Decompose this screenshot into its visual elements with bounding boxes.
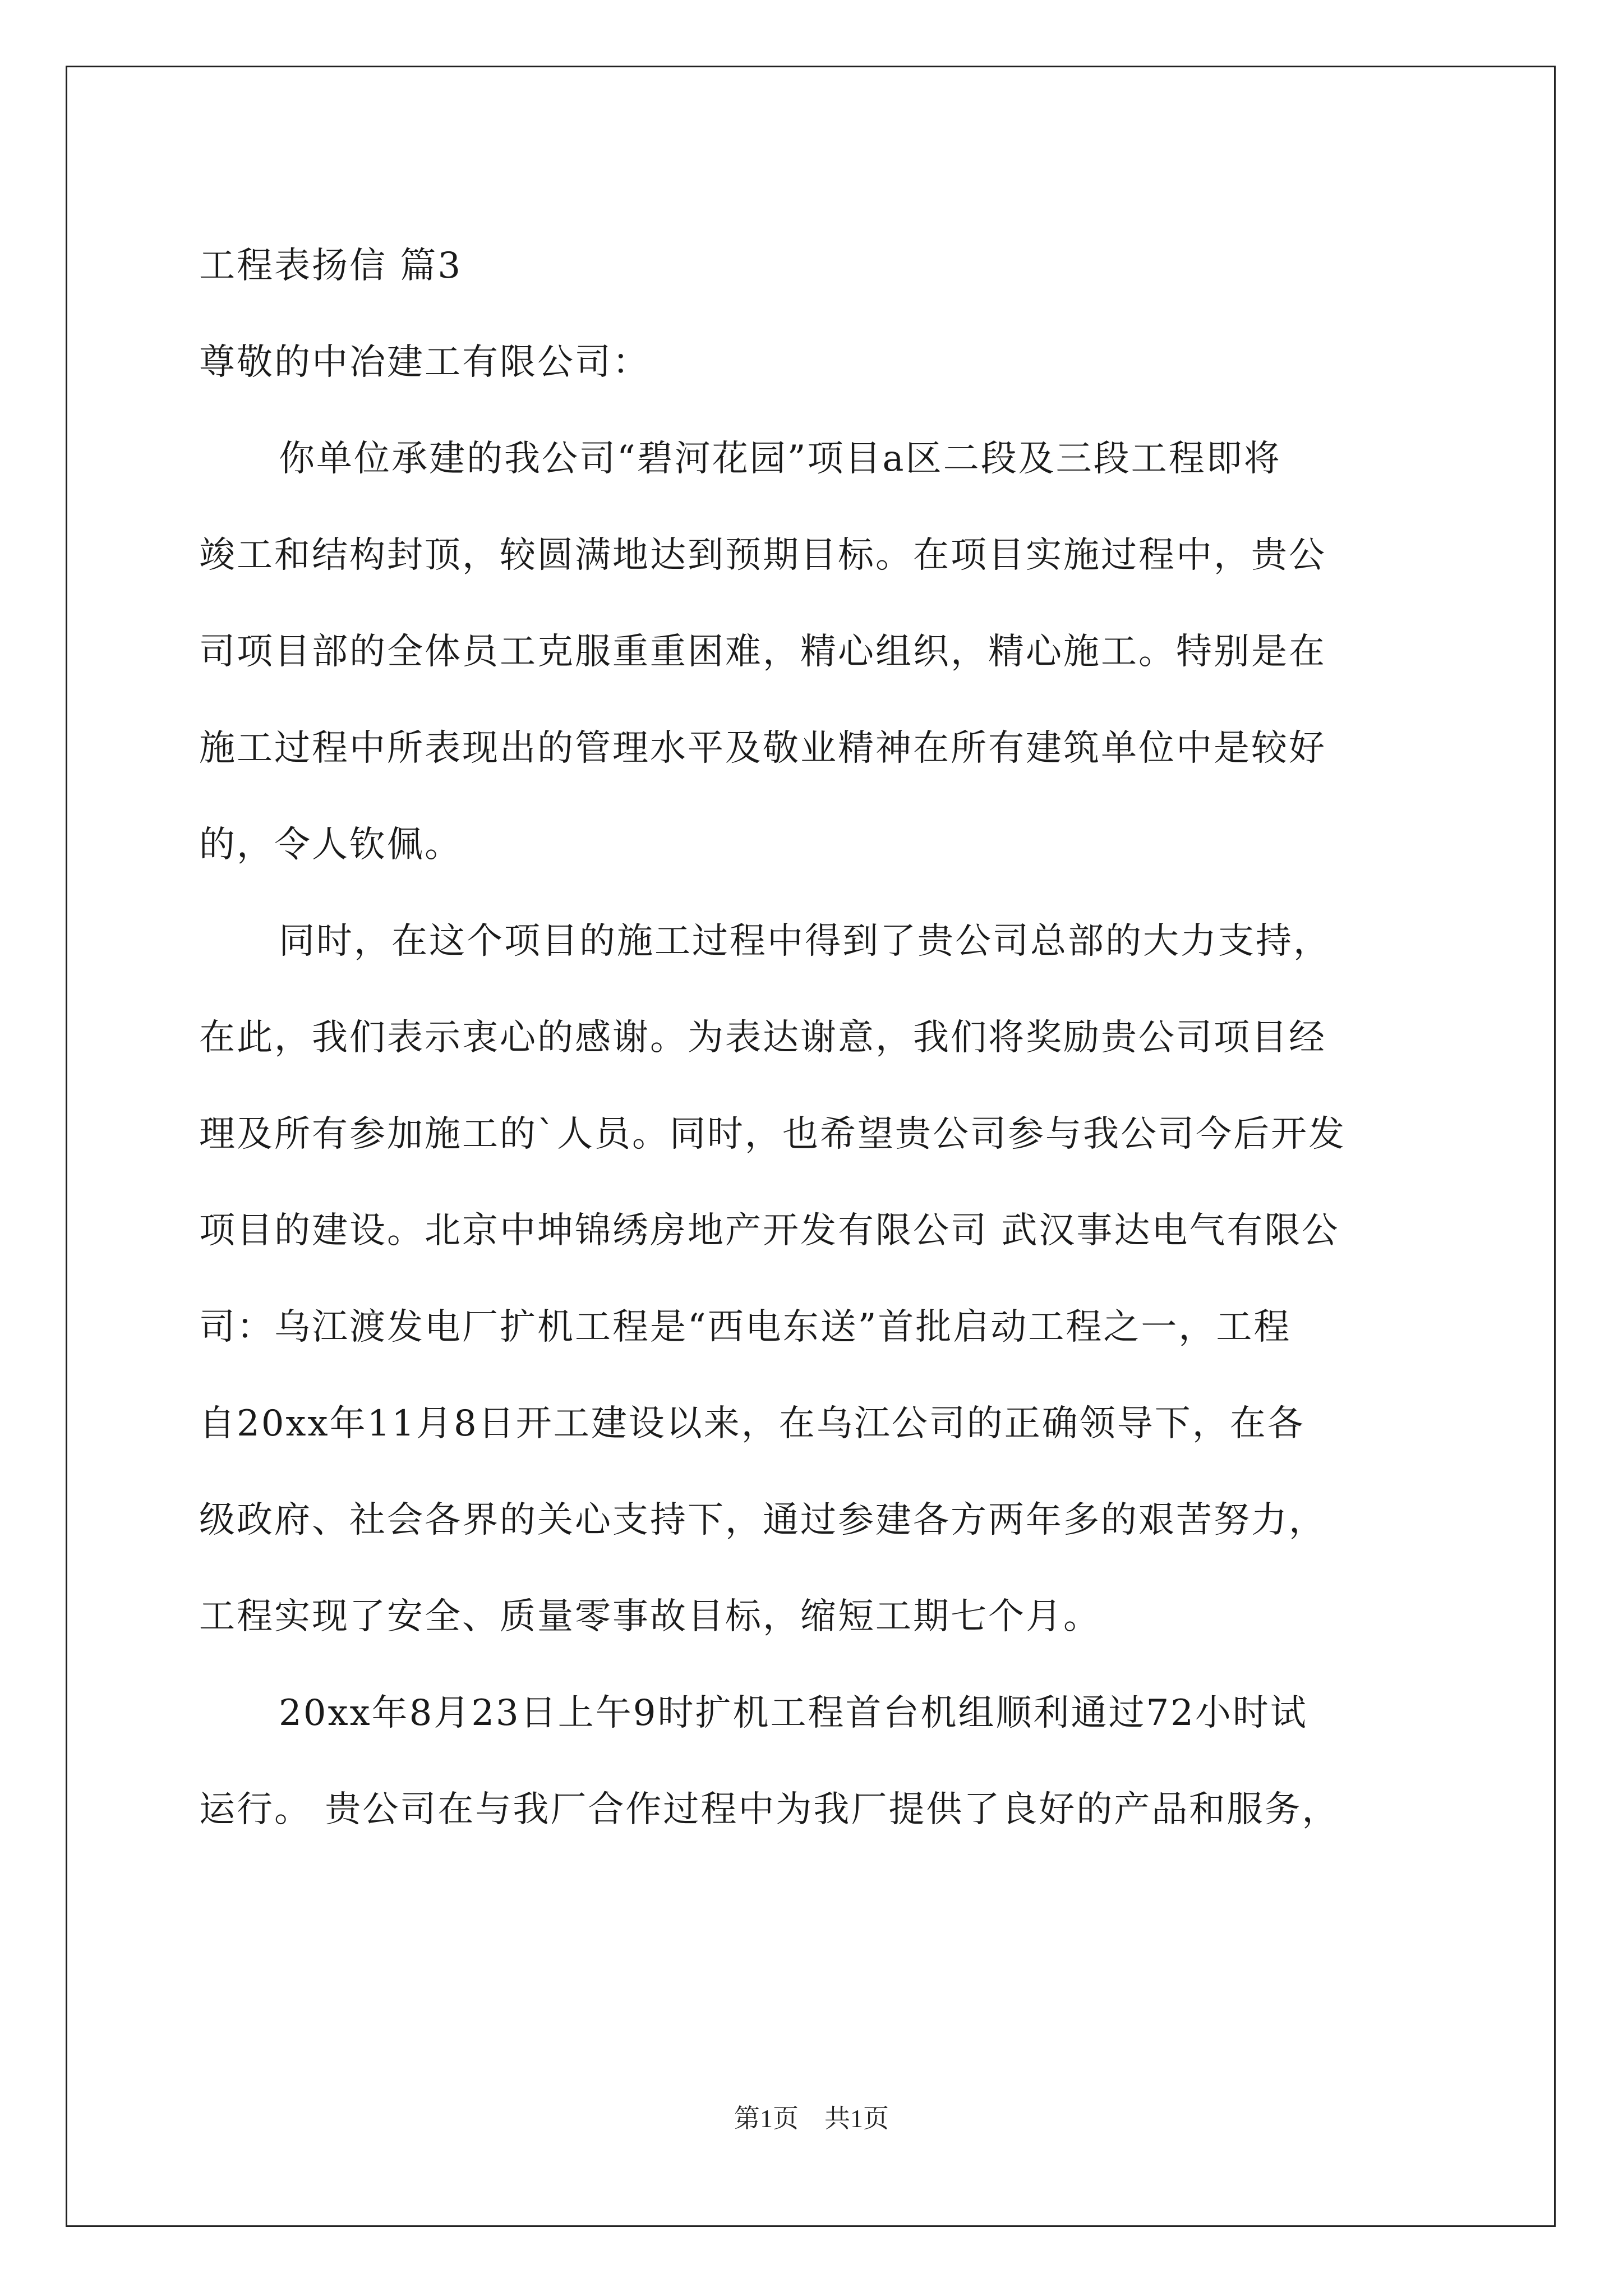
page-footer: 第1页 共1页 — [734, 2104, 889, 2133]
letter-line: 在此，我们表示衷心的感谢。为表达谢意，我们将奖励贵公司项目经 — [199, 1017, 1326, 1059]
letter-body — [199, 218, 1433, 1858]
letter-line: 同时，在这个项目的施工过程中得到了贵公司总部的大力支持， — [279, 921, 1331, 962]
letter-line: 司项目部的全体员工克服重重困难，精心组织，精心施工。特别是在 — [199, 631, 1326, 673]
letter-line: 级政府、社会各界的关心支持下，通过参建各方两年多的艰苦努力， — [199, 1499, 1326, 1541]
letter-line: 的，令人钦佩。 — [199, 824, 462, 866]
letter-line: 施工过程中所表现出的管理水平及敬业精神在所有建筑单位中是较好 — [199, 728, 1326, 769]
letter-line: 20xx年8月23日上午9时扩机工程首台机组顺利通过72小时试 — [279, 1692, 1308, 1734]
letter-line: 工程实现了安全、质量零事故目标，缩短工期七个月。 — [199, 1596, 1101, 1637]
letter-line: 竣工和结构封顶，较圆满地达到预期目标。在项目实施过程中，贵公 — [199, 535, 1326, 576]
letter-salutation: 尊敬的中冶建工有限公司： — [199, 342, 650, 383]
letter-title: 工程表扬信 篇3 — [199, 245, 463, 287]
letter-line: 理及所有参加施工的`人员。同时，也希望贵公司参与我公司今后开发 — [199, 1114, 1346, 1155]
letter-paragraphs — [199, 411, 1433, 1858]
letter-line: 司：乌江渡发电厂扩机工程是“西电东送”首批启动工程之一，工程 — [199, 1306, 1292, 1348]
letter-line: 运行。 贵公司在与我厂合作过程中为我厂提供了良好的产品和服务， — [199, 1789, 1340, 1830]
letter-line: 项目的建设。北京中坤锦绣房地产开发有限公司 武汉事达电气有限公 — [199, 1210, 1340, 1251]
letter-line: 你单位承建的我公司“碧河花园”项目a区二段及三段工程即将 — [279, 438, 1281, 480]
letter-line: 自20xx年11月8日开工建设以来，在乌江公司的正确领导下，在各 — [199, 1403, 1305, 1444]
